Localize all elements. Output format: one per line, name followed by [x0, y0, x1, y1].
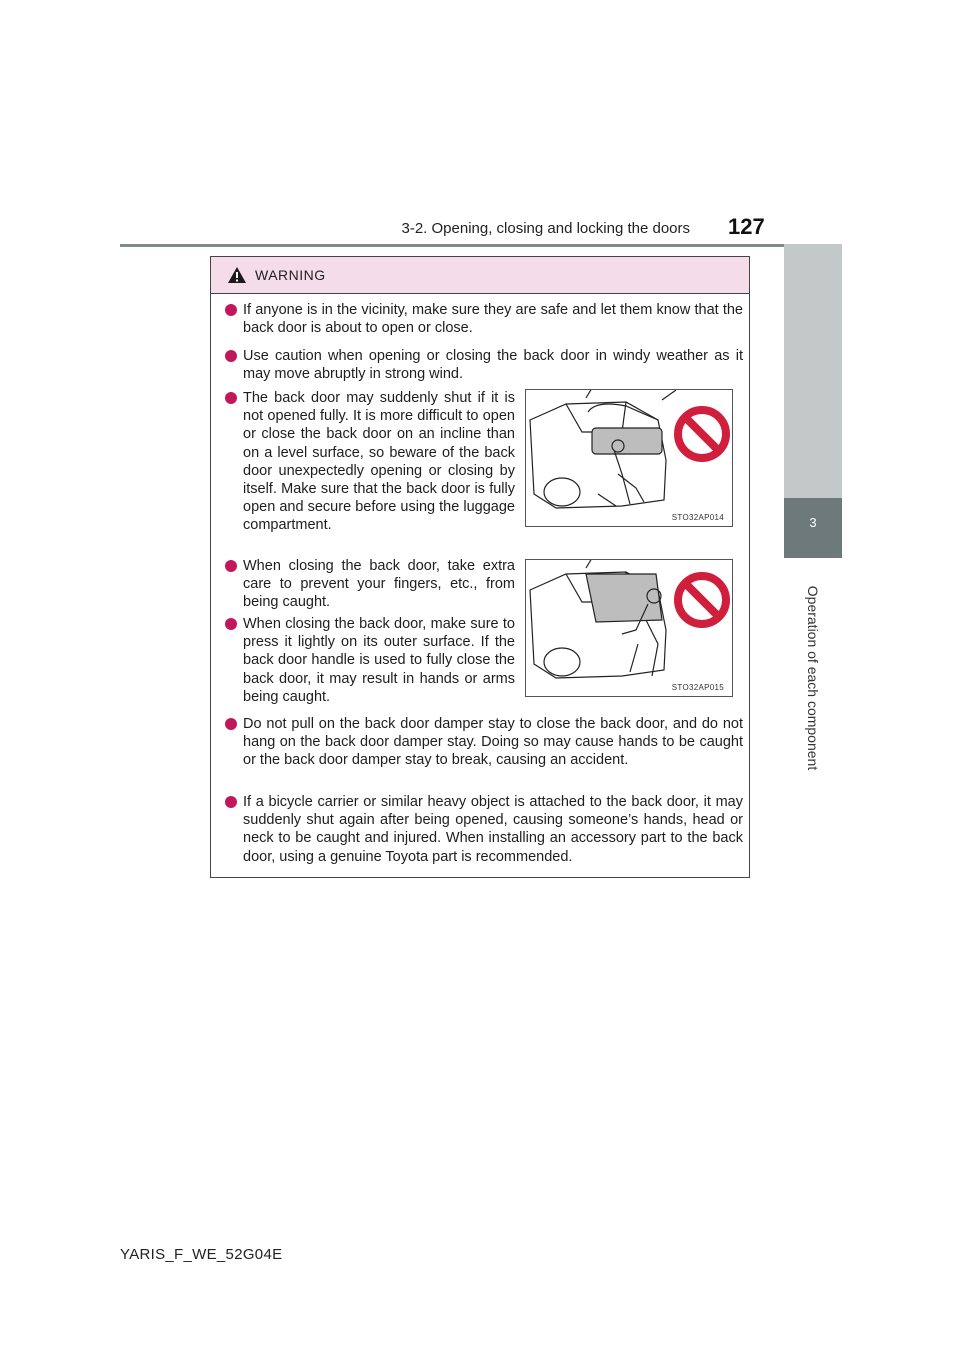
bullet-icon: [225, 392, 237, 404]
prohibition-icon: [678, 576, 726, 624]
footer-doc-code: YARIS_F_WE_52G04E: [120, 1246, 283, 1263]
bullet-icon: [225, 304, 237, 316]
bullet-icon: [225, 618, 237, 630]
car-back-door-illustration: [526, 560, 732, 696]
figure-back-door-shut: [525, 389, 733, 527]
bullet-icon: [225, 350, 237, 362]
warning-box: [210, 256, 750, 878]
warning-item-text: The back door may suddenly shut if it is not opened fully. It is more difficult to open or close the back door on an incline than on a level surface, so beware of the back door unexpectedly opening or closing by itself. Make sure that the back door is fully open and secure before using the luggage compartment.: [243, 390, 515, 534]
warning-item-text: If anyone is in the vicinity, make sure they are safe and let them know that the back door is about to open or close.: [243, 302, 743, 337]
header-section-title: 3-2. Opening, closing and locking the doors: [401, 220, 690, 237]
side-tab-top: [784, 244, 842, 498]
car-back-door-illustration: [526, 390, 732, 526]
side-tab-chapter-title-text: Operation of each component: [805, 585, 821, 771]
side-tab-chapter-title: [784, 558, 842, 798]
bullet-icon: [225, 718, 237, 730]
warning-item: [225, 615, 515, 706]
warning-item: [225, 389, 515, 535]
warning-item: [225, 793, 743, 866]
page-number: 127: [728, 214, 765, 239]
bullet-icon: [225, 560, 237, 572]
bullet-icon: [225, 796, 237, 808]
warning-item: [225, 347, 743, 383]
warning-item: [225, 715, 743, 770]
prohibition-icon: [678, 410, 726, 458]
warning-item-text: When closing the back door, make sure to press it lightly on its outer surface. If the back door handle is used to fully close the back door, it may result in hands or arms being caught.: [243, 616, 515, 705]
warning-item: [225, 557, 515, 612]
warning-item-text: Do not pull on the back door damper stay to close the back door, and do not hang on the back door damper stay. Doing so may cause hands to be caught or the back door damper stay to break, causing an accident.: [243, 716, 743, 769]
figure-code: STO32AP015: [671, 683, 724, 692]
side-tab-chapter-number: 3: [784, 498, 842, 558]
warning-item-text: When closing the back door, take extra care to prevent your fingers, etc., from being caught.: [243, 558, 515, 611]
warning-header: [211, 257, 749, 294]
warning-triangle-icon: [227, 266, 247, 284]
figure-code: STO32AP014: [671, 513, 724, 522]
header-rule: [120, 244, 842, 247]
warning-item: [225, 301, 743, 337]
figure-back-door-closing: [525, 559, 733, 697]
warning-title: WARNING: [255, 267, 326, 283]
warning-item-text: If a bicycle carrier or similar heavy object is attached to the back door, it may suddenly shut again after being opened, causing someone’s hands, head or neck to be caught and injured. When installing an accessory part to the back door, using a genuine Toyota part is recommended.: [243, 794, 743, 865]
warning-item-text: Use caution when opening or closing the back door in windy weather as it may move abruptly in strong wind.: [243, 348, 743, 383]
